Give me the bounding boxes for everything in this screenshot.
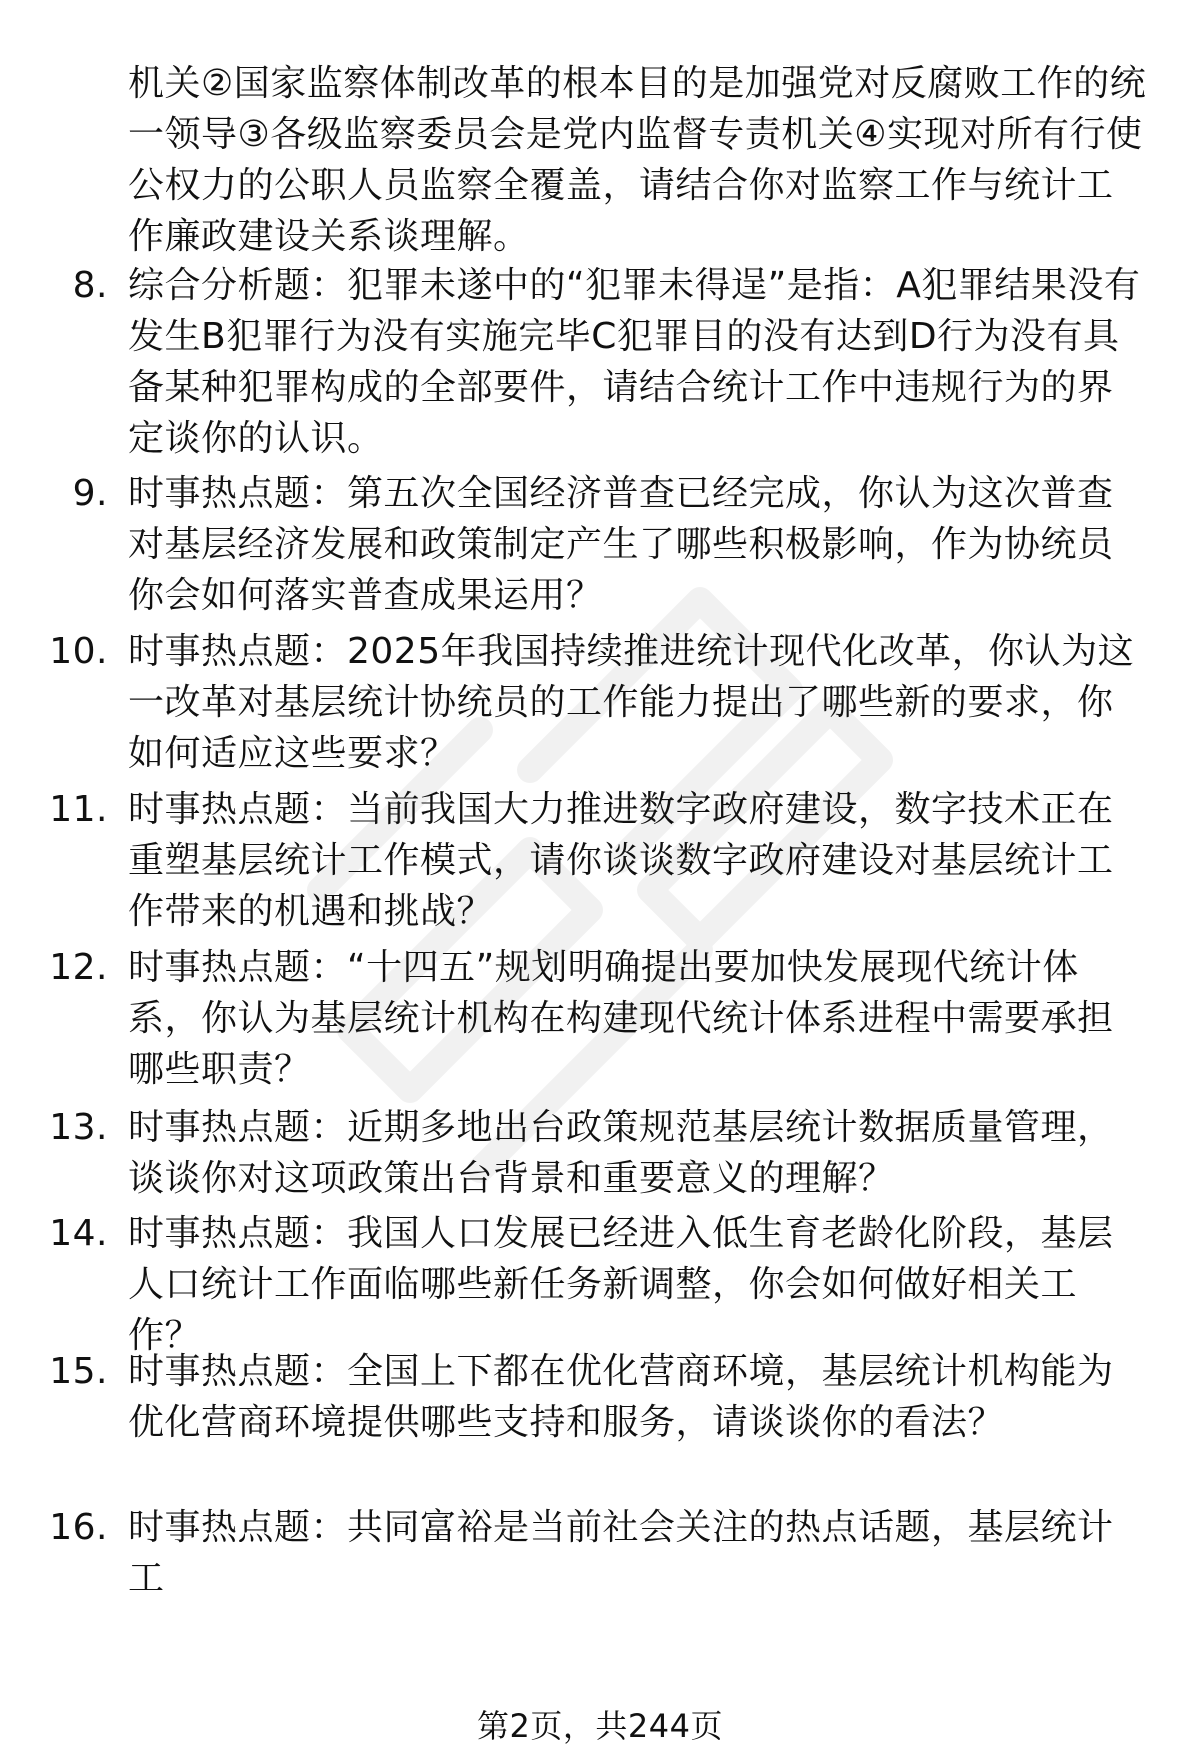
question-number: 8. (72, 265, 108, 306)
question-number: 15. (49, 1351, 108, 1392)
question-text: 时事热点题：第五次全国经济普查已经完成，你认为这次普查对基层经济发展和政策制定产生了哪些积极影响，作为协统员你会如何落实普查成果运用？ (128, 473, 1114, 616)
question-text: 时事热点题：“十四五”规划明确提出要加快发展现代统计体系，你认为基层统计机构在构建现代统计体系进程中需要承担哪些职责？ (128, 947, 1114, 1090)
question-number: 12. (49, 947, 108, 988)
question-number: 16. (49, 1507, 108, 1548)
question-text: 时事热点题：我国人口发展已经进入低生育老龄化阶段，基层人口统计工作面临哪些新任务新调整，你会如何做好相关工作？ (128, 1213, 1114, 1356)
question-text: 时事热点题：近期多地出台政策规范基层统计数据质量管理，谈谈你对这项政策出台背景和重要意义的理解？ (128, 1107, 1114, 1199)
question-text: 时事热点题：全国上下都在优化营商环境，基层统计机构能为优化营商环境提供哪些支持和服务，请谈谈你的看法？ (128, 1351, 1114, 1443)
question-number: 9. (72, 473, 108, 514)
question-text: 综合分析题：犯罪未遂中的“犯罪未得逞”是指：A犯罪结果没有发生B犯罪行为没有实施完毕C犯罪目的没有达到D行为没有具备某种犯罪构成的全部要件，请结合统计工作中违规行为的界定谈你的认识。 (128, 265, 1141, 459)
continuation-paragraph: 机关②国家监察体制改革的根本目的是加强党对反腐败工作的统一领导③各级监察委员会是党内监督专责机关④实现对所有行使公权力的公职人员监察全覆盖，请结合你对监察工作与统计工作廉政建设关系谈理解。 (128, 63, 1147, 257)
question-text: 时事热点题：共同富裕是当前社会关注的热点话题，基层统计工 (128, 1507, 1114, 1599)
question-text: 时事热点题：2025年我国持续推进统计现代化改革，你认为这一改革对基层统计协统员的工作能力提出了哪些新的要求，你如何适应这些要求？ (128, 631, 1135, 774)
question-number: 11. (49, 789, 108, 830)
question-number: 14. (49, 1213, 108, 1254)
question-text: 时事热点题：当前我国大力推进数字政府建设，数字技术正在重塑基层统计工作模式，请你谈谈数字政府建设对基层统计工作带来的机遇和挑战？ (128, 789, 1114, 932)
page-footer: 第2页，共244页 (477, 1707, 723, 1745)
question-number: 10. (49, 631, 108, 672)
question-number: 13. (49, 1107, 108, 1148)
